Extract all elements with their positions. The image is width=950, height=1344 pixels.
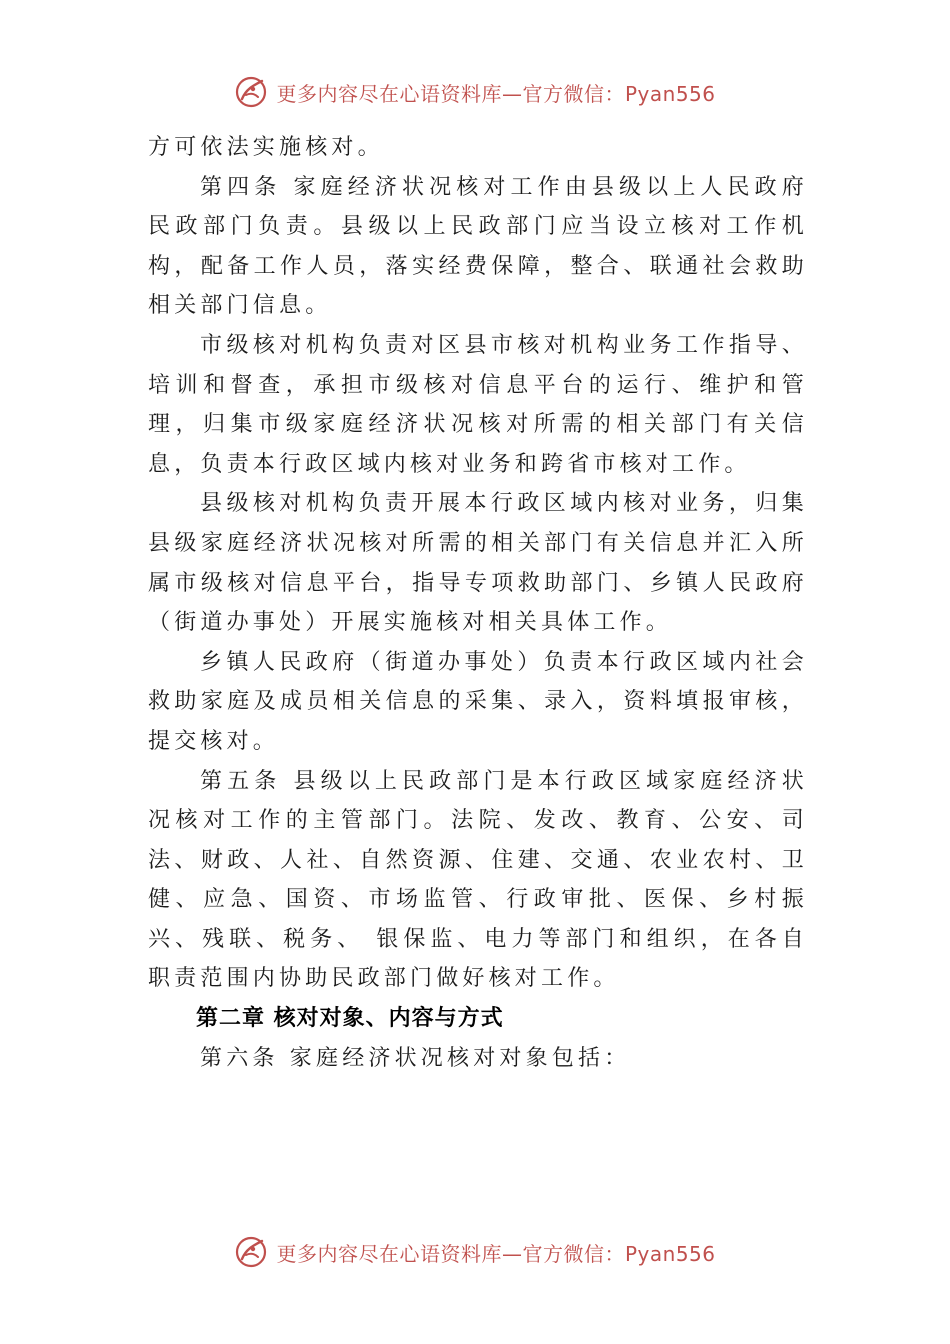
paragraph-article-6: 第六条 家庭经济状况核对对象包括： [200,1045,631,1071]
chapter-heading: 第二章 核对对象、内容与方式 [196,1006,504,1032]
header-watermark [0,72,950,112]
paragraph-township: 乡镇人民政府（街道办事处）负责本行政区域内社会救助家庭及成员相关信息的采集、录入，资料填报审核，提交核对。 [148,649,808,754]
document-body [148,128,808,1078]
footer-watermark [0,1232,950,1272]
paragraph-continuation: 方可依法实施核对。 [148,135,384,160]
logo-icon [234,1235,268,1269]
paragraph-article-5: 第五条 县级以上民政部门是本行政区域家庭经济状况核对工作的主管部门。法院、发改、教育、公安、司法、财政、人社、自然资源、住建、交通、农业农村、卫健、应急、国资、市场监管、行政审批、医保、乡村振兴、残联、税务、 银保监、电力等部门和组织，在各自职责范围内协助民政部门做好核对工作。 [148,768,808,992]
paragraph-county-agency: 县级核对机构负责开展本行政区域内核对业务，归集县级家庭经济状况核对所需的相关部门有关信息并汇入所属市级核对信息平台，指导专项救助部门、乡镇人民政府（街道办事处）开展实施核对相关具体工作。 [148,491,808,636]
watermark-text: 更多内容尽在心语资料库—官方微信：Pyan556 [276,81,716,106]
paragraph-article-4: 第四条 家庭经济状况核对工作由县级以上人民政府民政部门负责。县级以上民政部门应当设立核对工作机构，配备工作人员，落实经费保障，整合、联通社会救助相关部门信息。 [148,174,808,319]
paragraph-city-agency: 市级核对机构负责对区县市核对机构业务工作指导、培训和督查，承担市级核对信息平台的运行、维护和管理，归集市级家庭经济状况核对所需的相关部门有关信息，负责本行政区域内核对业务和跨省市核对工作。 [148,332,808,477]
watermark-text: 更多内容尽在心语资料库—官方微信：Pyan556 [276,1241,716,1266]
logo-icon [234,75,268,109]
